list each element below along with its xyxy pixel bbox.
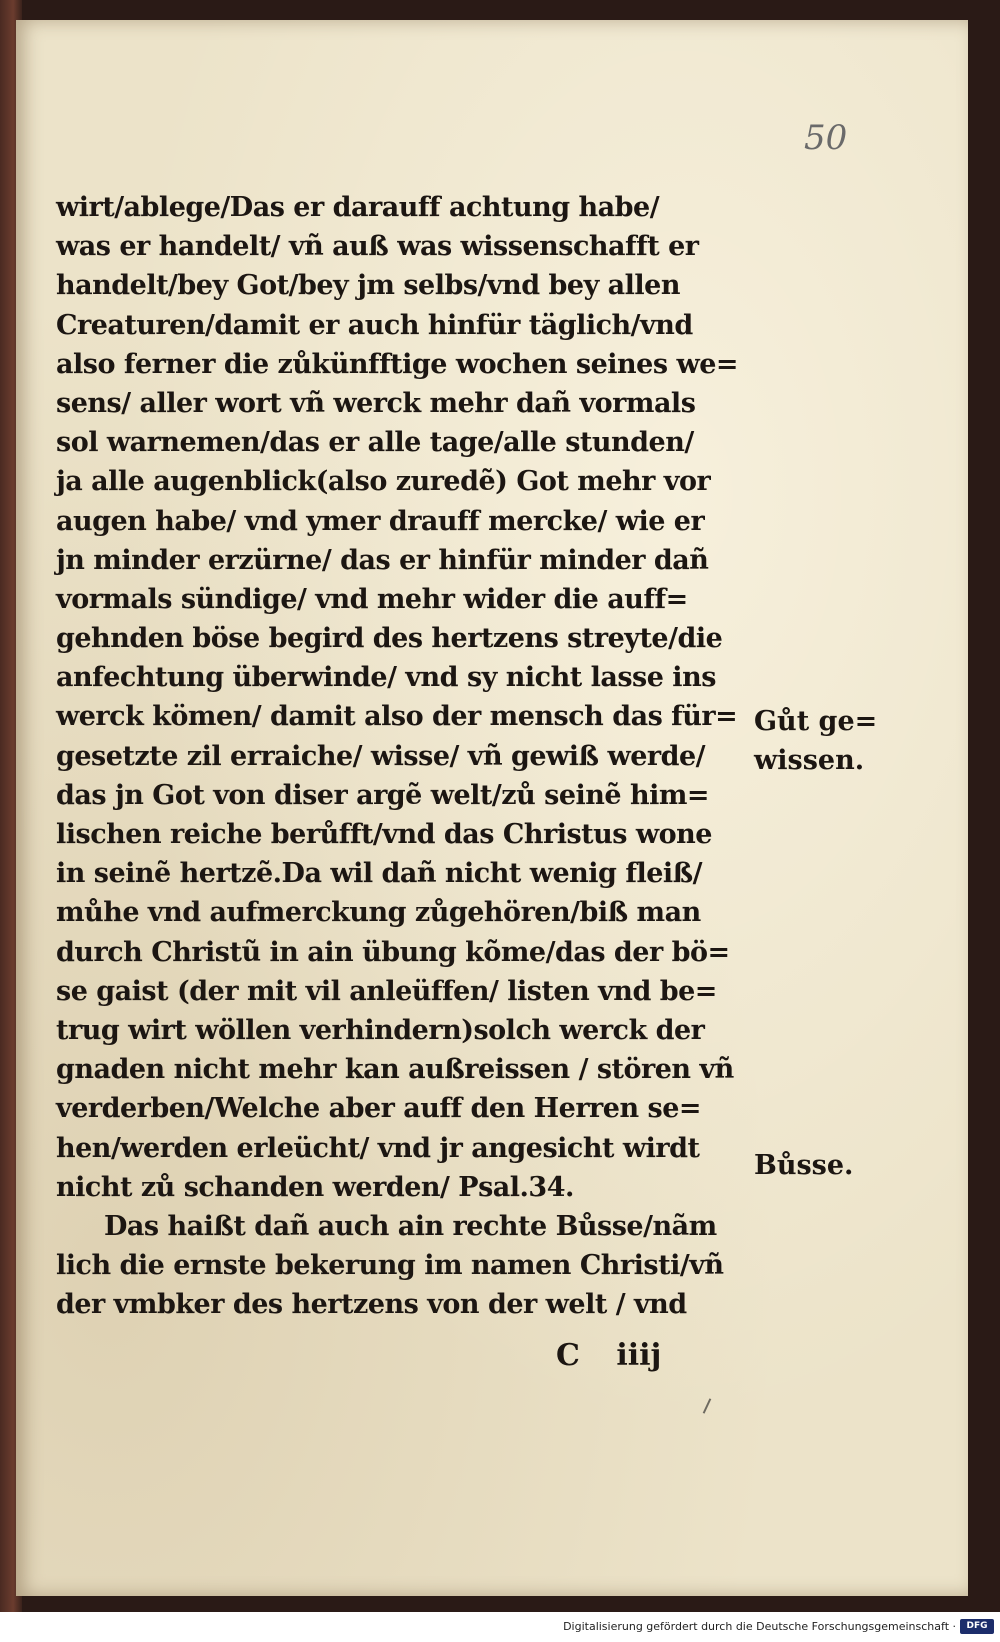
text-line: můhe vnd aufmerckung zůgehören/biß man	[56, 897, 701, 929]
text-line: Das haißt dañ auch ain rechte Bůsse/nãm	[104, 1210, 717, 1242]
text-line: wirt/ablege/Das er darauff achtung habe/	[56, 192, 660, 223]
text-line: gesetzte zil erraiche/ wisse/ vñ gewiß werde/	[56, 740, 706, 772]
text-line: durch Christũ in ain übung kõme/das der bö=	[56, 936, 730, 968]
ink-stroke	[703, 1398, 712, 1413]
text-line: vormals sündige/ vnd mehr wider die auff=	[56, 583, 688, 615]
text-line: se gaist (der mit vil anleüffen/ listen vnd be=	[56, 975, 717, 1007]
text-line: gnaden nicht mehr kan außreissen / stören vñ	[56, 1054, 734, 1086]
text-line: Creaturen/damit er auch hinfür täglich/vnd	[56, 309, 693, 341]
funding-credit: Digitalisierung gefördert durch die Deutsche Forschungsgemeinschaft ·	[563, 1620, 956, 1633]
text-line: der vmbker des hertzens von der welt / vnd	[56, 1289, 687, 1321]
marginal-note-line: Gůt ge=	[754, 706, 878, 737]
text-line: jn minder erzürne/ das er hinfür minder dañ	[56, 544, 709, 576]
marginal-note-gut-gewissen	[754, 702, 877, 780]
text-line: sens/ aller wort vñ werck mehr dañ vormals	[56, 387, 696, 419]
text-line: ja alle augenblick(also zuredẽ) Got mehr vor	[56, 466, 711, 498]
marginal-note-busse: Bůsse.	[754, 1150, 854, 1181]
text-line: was er handelt/ vñ auß was wissenschafft er	[56, 231, 699, 263]
signature-mark: C iiij	[556, 1338, 662, 1373]
text-line: sol warnemen/das er alle tage/alle stunden/	[56, 427, 694, 459]
text-line: anfechtung überwinde/ vnd sy nicht lasse ins	[56, 662, 716, 694]
text-line: werck kömen/ damit also der mensch das für=	[56, 701, 738, 733]
text-line: lich die ernste bekerung im namen Christi/vñ	[56, 1250, 724, 1282]
text-line: hen/werden erleücht/ vnd jr angesicht wirdt	[56, 1132, 700, 1164]
main-text-block	[56, 188, 746, 1324]
marginal-note-line: wissen.	[754, 745, 865, 776]
book-page	[16, 20, 968, 1596]
footer-bar	[0, 1612, 1000, 1642]
text-line: also ferner die zůkünfftige wochen seines we=	[56, 348, 738, 380]
dfg-logo-icon: DFG	[960, 1619, 994, 1634]
folio-number: 50	[804, 118, 848, 158]
text-line: verderben/Welche aber auff den Herren se=	[56, 1093, 701, 1125]
text-line: augen habe/ vnd ymer drauff mercke/ wie er	[56, 505, 705, 537]
text-line: das jn Got von diser argẽ welt/zů seinẽ him=	[56, 779, 710, 811]
text-line: nicht zů schanden werden/ Psal.34.	[56, 1171, 574, 1203]
text-line: gehnden böse begird des hertzens streyte/die	[56, 623, 723, 655]
text-line: lischen reiche berůfft/vnd das Christus wone	[56, 819, 712, 850]
text-line: handelt/bey Got/bey jm selbs/vnd bey allen	[56, 270, 680, 302]
text-line: trug wirt wöllen verhindern)solch werck der	[56, 1014, 705, 1046]
text-line: in seinẽ hertzẽ.Da wil dañ nicht wenig fleiß/	[56, 858, 703, 890]
